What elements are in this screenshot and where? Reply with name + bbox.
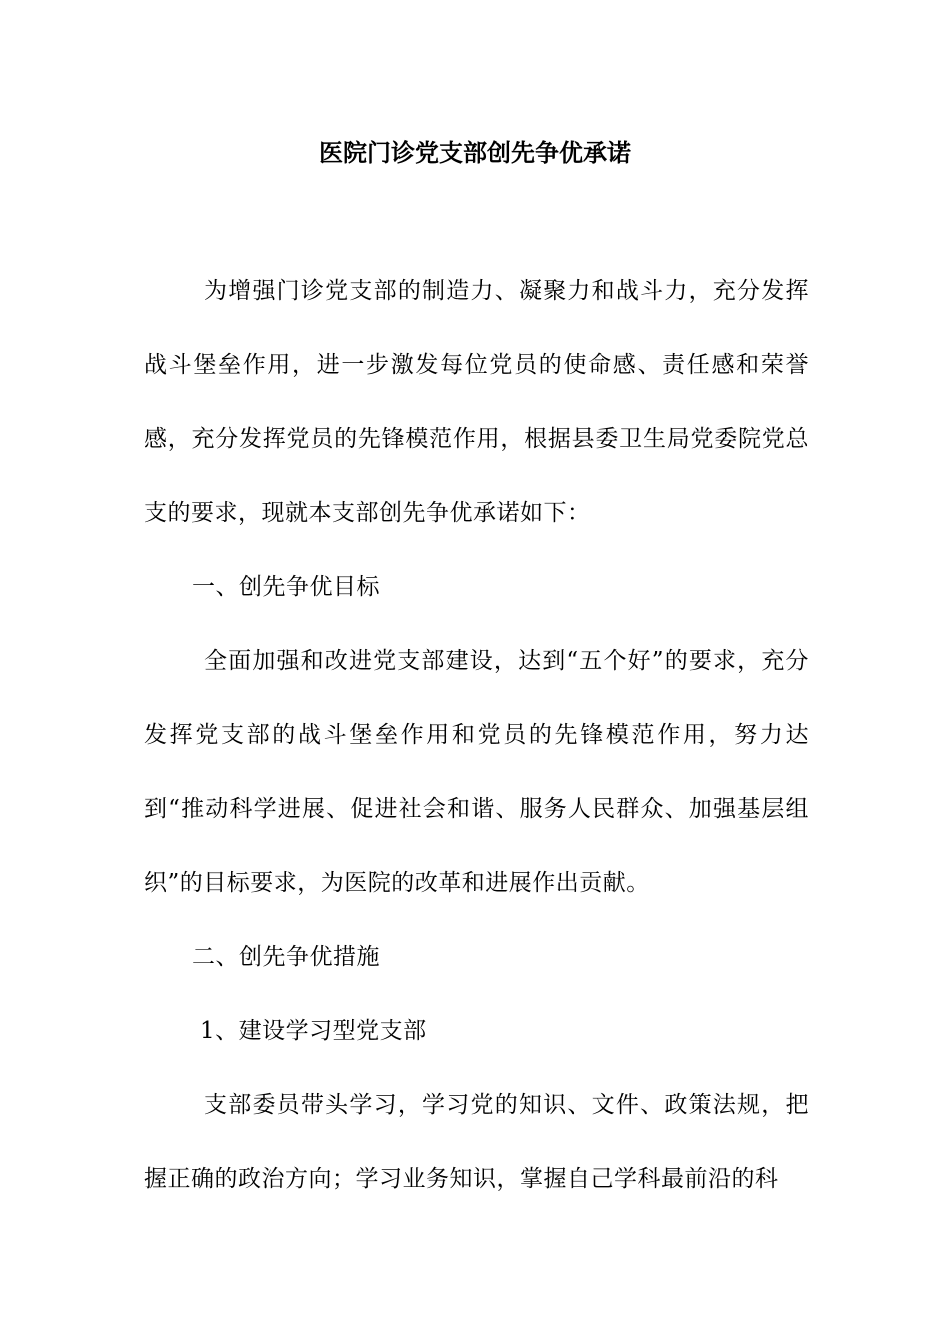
intro-paragraph: 为增强门诊党支部的制造力、凝聚力和战斗力，充分发挥战斗堡垒作用，进一步激发每位党员的使命感、责任感和荣誉感，充分发挥党员的先锋模范作用，根据县委卫生局党委院党总支的要求，现就本支部创先争优承诺如下： xyxy=(144,278,809,526)
learning-paragraph: 支部委员带头学习，学习党的知识、文件、政策法规，把握正确的政治方向；学习业务知识，掌握自己学科最前沿的科 xyxy=(144,1092,809,1192)
document-body xyxy=(144,254,809,1216)
section-heading-measures: 二、创先争优措施 xyxy=(192,944,380,970)
section-heading-goals: 一、创先争优目标 xyxy=(192,574,380,600)
subsection-heading-learning: 1、建设学习型党支部 xyxy=(200,1018,427,1044)
document-title: 医院门诊党支部创先争优承诺 xyxy=(319,138,631,167)
goals-paragraph: 全面加强和改进党支部建设，达到“五个好”的要求，充分发挥党支部的战斗堡垒作用和党员的先锋模范作用，努力达到“推动科学进展、促进社会和谐、服务人民群众、加强基层组织”的目标要求，为医院的改革和进展作出贡献。 xyxy=(144,648,809,896)
